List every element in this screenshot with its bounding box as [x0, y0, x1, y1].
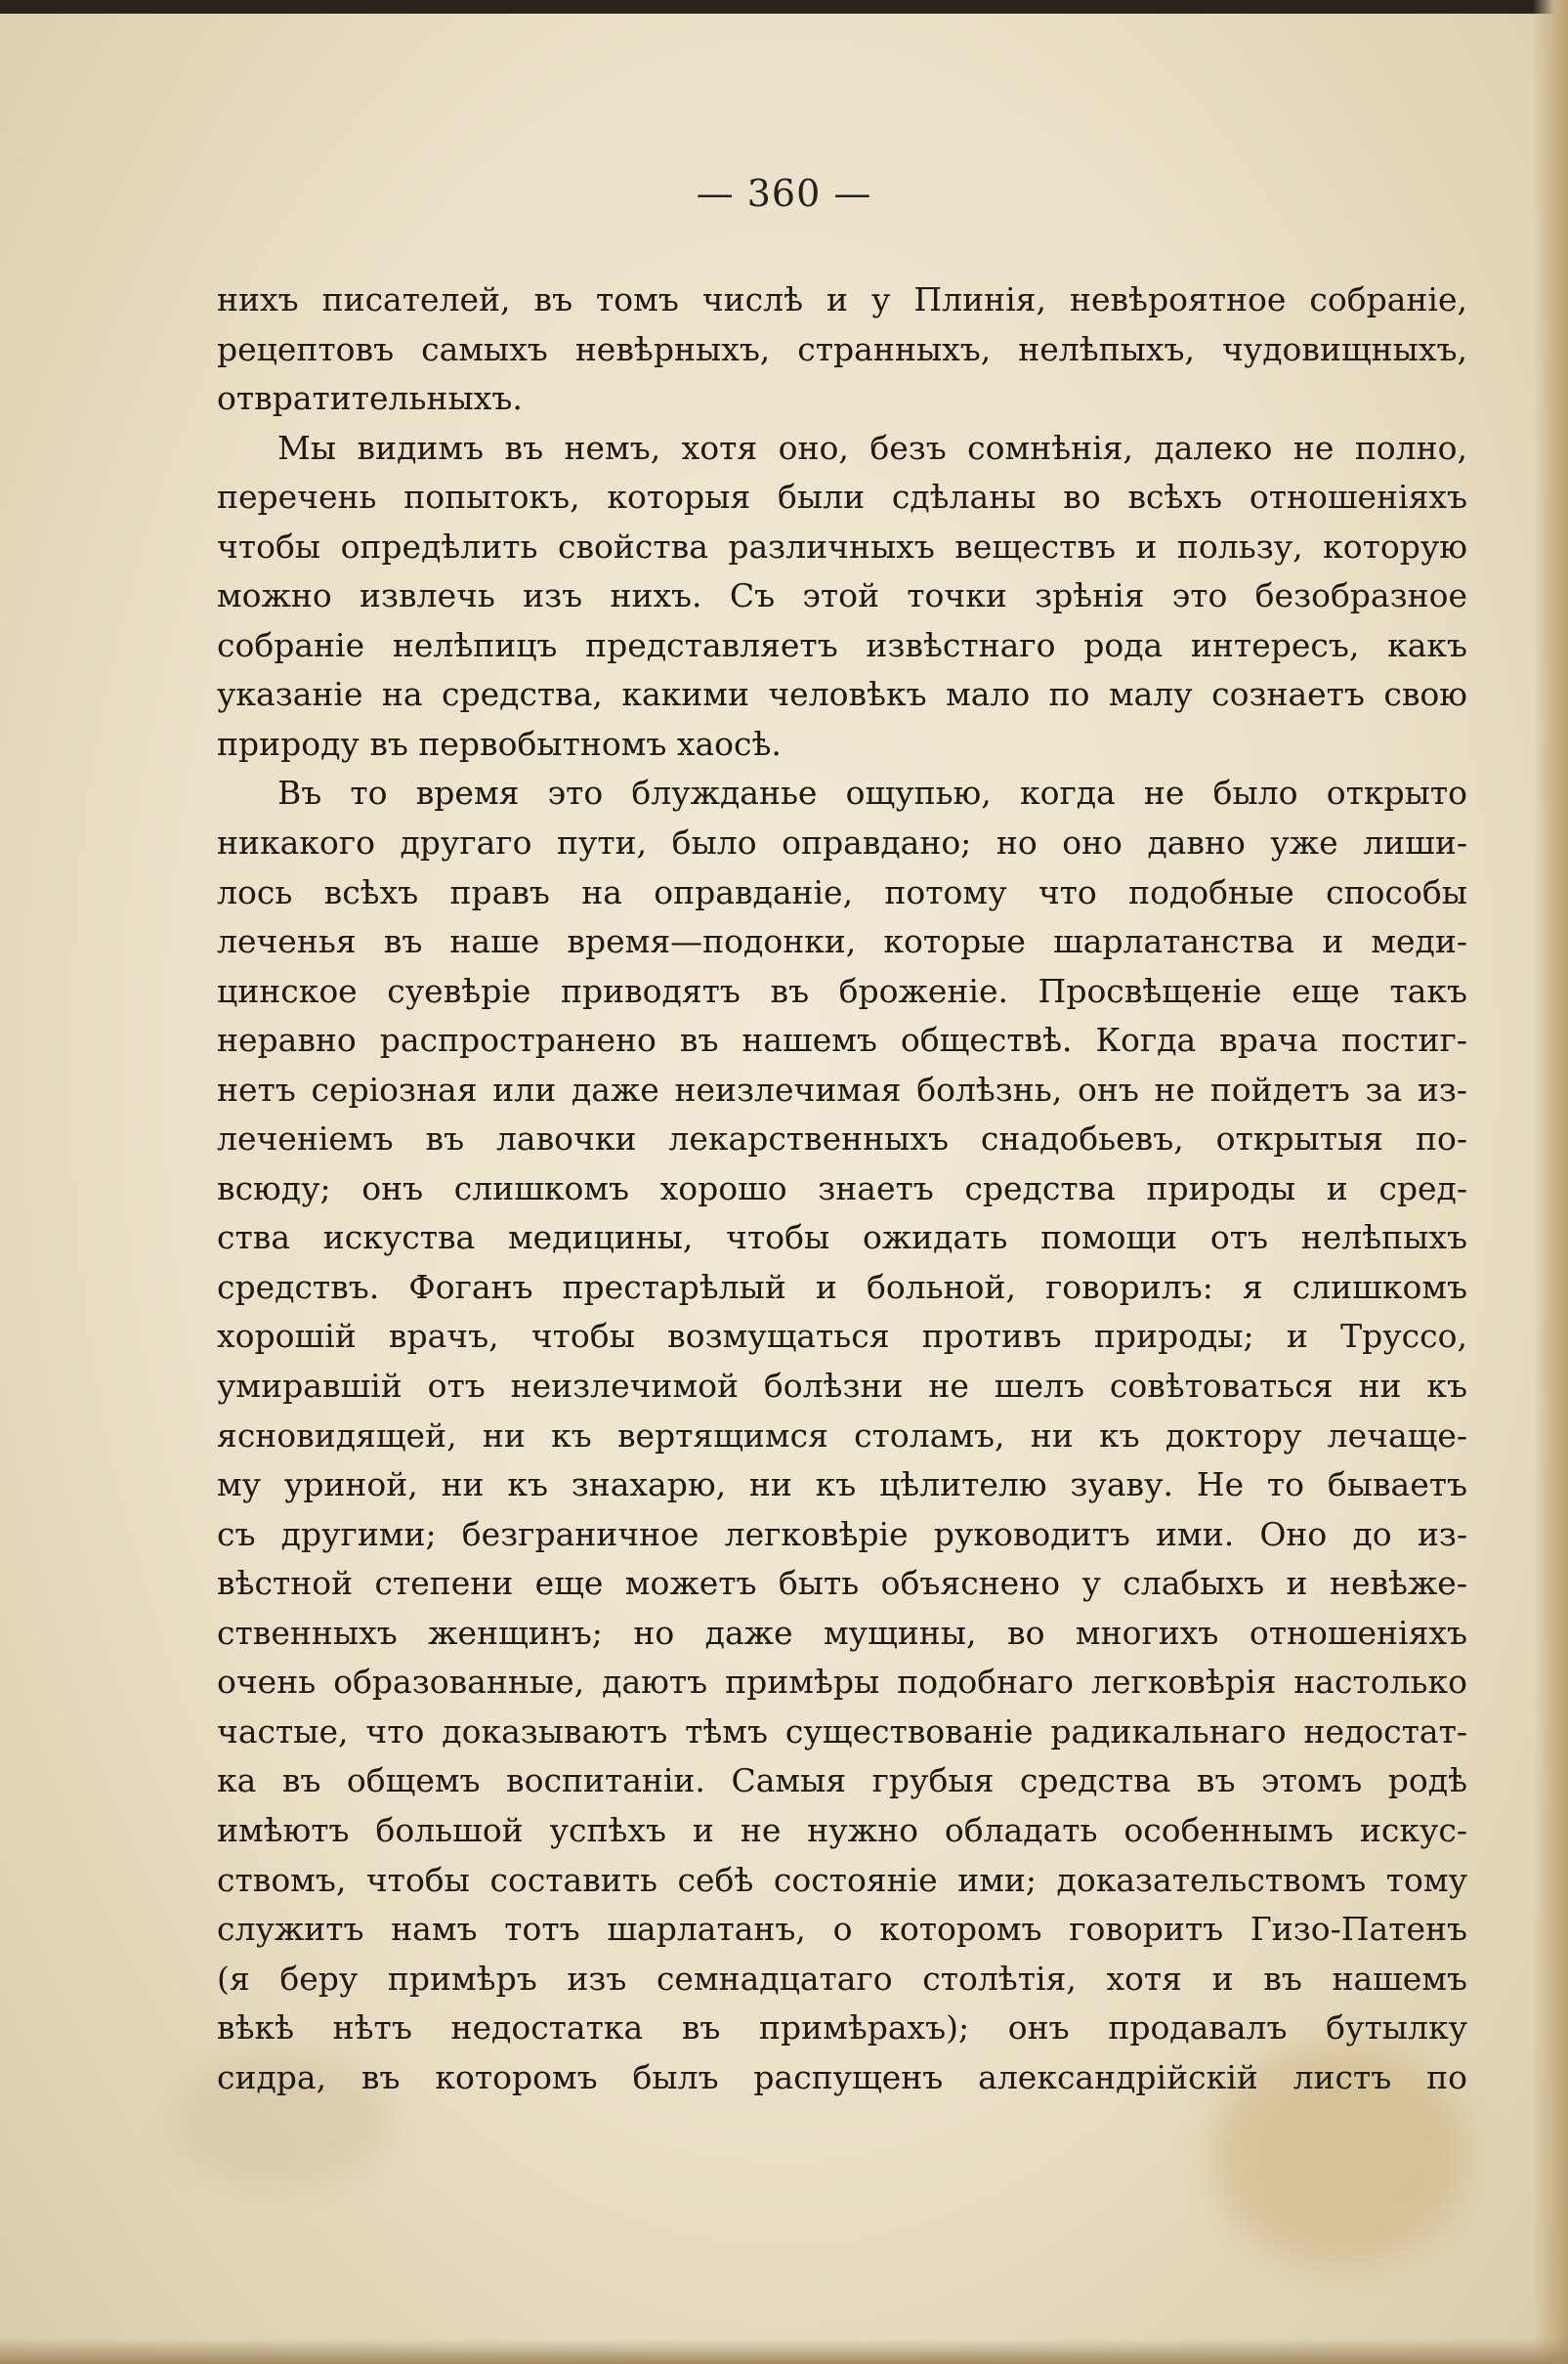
text-line: ясновидящей, ни къ вертящимся столамъ, ни къ доктору лечаще-: [217, 1415, 1467, 1455]
text-line: нихъ писателей, въ томъ числѣ и у Плинія, невѣроятное собраніе,: [217, 280, 1467, 318]
text-line: собраніе нелѣпицъ представляетъ извѣстнаго рода интересъ, какъ: [217, 625, 1467, 664]
text-line: нетъ серіозная или даже неизлечимая болѣзнь, онъ не пойдетъ за из-: [217, 1070, 1467, 1109]
text-line: Въ то время это блужданье ощупью, когда не было открыто: [277, 774, 1467, 813]
text-line: рецептовъ самыхъ невѣрныхъ, странныхъ, нелѣпыхъ, чудовищныхъ,: [217, 329, 1467, 368]
text-line: Мы видимъ въ немъ, хотя оно, безъ сомнѣнія, далеко не полно,: [277, 428, 1467, 467]
text-line: леченіемъ въ лавочки лекарственныхъ снадобьевъ, открытыя по-: [217, 1119, 1467, 1159]
scan-top-edge: [0, 0, 1568, 14]
text-line: леченья въ наше время—подонки, которые шарлатанства и меди-: [217, 922, 1467, 961]
page-number: — 360 —: [696, 172, 872, 215]
text-line: вѣстной степени еще можетъ быть объяснено у слабыхъ и невѣже-: [217, 1564, 1467, 1603]
text-line: перечень попытокъ, которыя были сдѣланы во всѣхъ отношеніяхъ: [217, 478, 1467, 517]
text-line: можно извлечь изъ нихъ. Съ этой точки зрѣнія это безобразное: [217, 576, 1467, 615]
text-line: никакого другаго пути, было оправдано; но оно давно уже лиши-: [217, 823, 1467, 863]
text-line: всюду; онъ слишкомъ хорошо знаетъ средства природы и сред-: [217, 1168, 1467, 1207]
text-line: ка въ общемъ воспитаніи. Самыя грубыя средства въ этомъ родѣ: [217, 1761, 1467, 1800]
text-line: служитъ намъ тотъ шарлатанъ, о которомъ говоритъ Гизо-Патенъ: [217, 1910, 1467, 1949]
text-line: сидра, въ которомъ былъ распущенъ александрійскій листъ по: [217, 2057, 1467, 2096]
text-line: ства искуства медицины, чтобы ожидать помощи отъ нелѣпыхъ: [217, 1218, 1467, 1257]
text-line: средствъ. Фоганъ престарѣлый и больной, говорилъ: я слишкомъ: [217, 1267, 1467, 1306]
text-line: природу въ первобытномъ хаосѣ.: [217, 724, 782, 763]
text-line: частые, что доказываютъ тѣмъ существованіе радикальнаго недостат-: [217, 1711, 1467, 1751]
text-line: ствомъ, чтобы составить себѣ состояніе ими; доказательствомъ тому: [217, 1860, 1467, 1899]
text-line: очень образованные, даютъ примѣры подобнаго легковѣрія настолько: [217, 1663, 1467, 1702]
text-line: указаніе на средства, какими человѣкъ мало по малу сознаетъ свою: [217, 675, 1467, 714]
text-line: вѣкѣ нѣтъ недостатка въ примѣрахъ); онъ продавалъ бутылку: [217, 2008, 1467, 2047]
text-line: хорошій врачъ, чтобы возмущаться противъ природы; и Труссо,: [217, 1317, 1467, 1356]
body-text: [217, 275, 1467, 2102]
text-line: умиравшій отъ неизлечимой болѣзни не шелъ совѣтоваться ни къ: [217, 1367, 1467, 1406]
text-line: имѣютъ большой успѣхъ и не нужно обладать особеннымъ искус-: [217, 1810, 1467, 1849]
text-line: чтобы опредѣлить свойства различныхъ веществъ и пользу, которую: [217, 527, 1467, 566]
scan-right-edge: [1533, 0, 1568, 2364]
text-line: цинское суевѣріе приводятъ въ броженіе. Просвѣщеніе еще такъ: [217, 971, 1467, 1010]
text-line: ственныхъ женщинъ; но даже мущины, во многихъ отношеніяхъ: [217, 1613, 1467, 1652]
text-line: лось всѣхъ правъ на оправданіе, потому что подобные способы: [217, 872, 1467, 911]
text-line: съ другими; безграничное легковѣріе руководитъ ими. Оно до из-: [217, 1514, 1467, 1553]
text-line: му уриной, ни къ знахарю, ни къ цѣлителю зуаву. Не то бываетъ: [217, 1465, 1467, 1504]
text-line: неравно распространено въ нашемъ обществѣ. Когда врача постиг-: [217, 1021, 1467, 1060]
text-line: отвратительныхъ.: [217, 379, 523, 418]
text-line: (я беру примѣръ изъ семнадцатаго столѣтія, хотя и въ нашемъ: [217, 1959, 1467, 1998]
scan-bottom-edge: [0, 2339, 1568, 2364]
